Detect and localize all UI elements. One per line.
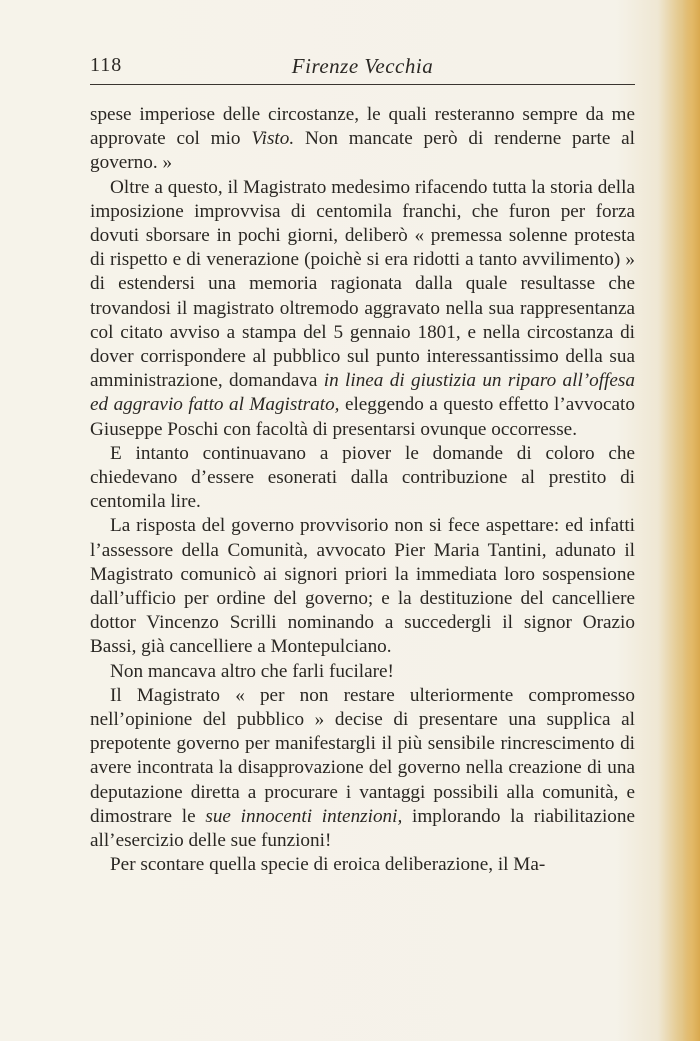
text-run: Per scontare quella specie di eroica deliberazione, il Ma- bbox=[110, 854, 546, 876]
text-run: Oltre a questo, il Magistrato medesimo rifacendo tutta la storia della imposizione improvvisa di centomila franchi, che furon per forza dovuti sborsare in pochi giorni, deliberò « premessa solenne protesta di rispetto e di venerazione (poichè si era ridotti a tanto avvilimento) » di estendersi una memoria ragionata dalla quale resultasse che trovandosi il magistrato oltremodo aggravato nella sua rappresentanza col citato avviso a stampa del 5 gennaio 1801, e nella circostanza di dover corrispondere al pubblico sul punto interessantissimo della sua amministrazione, domandava bbox=[90, 176, 635, 392]
text-run: Non mancate però di renderne parte al governo. » bbox=[90, 128, 636, 174]
text-run: spese imperiose delle circostanze, le quali resteranno sempre da me approvate col mio bbox=[90, 104, 635, 150]
page-number: 118 bbox=[90, 54, 123, 76]
body-text bbox=[90, 103, 635, 878]
italic-text-run: Visto. bbox=[251, 128, 295, 150]
text-run: E intanto continuavano a piover le domande di coloro che chiedevano d’essere esonerati dalla contribuzione al prestito di centomila lire. bbox=[90, 442, 635, 513]
running-header bbox=[90, 50, 635, 85]
paragraph bbox=[90, 660, 635, 684]
paragraph bbox=[90, 103, 635, 176]
paragraph bbox=[90, 684, 635, 853]
text-run: Il Magistrato « per non restare ulteriormente compromesso nell’opinione del pubblico » decise di presentare una supplica al prepotente governo per manifestargli il più sensibile rincrescimento di avere incontrata la disapprovazione del governo nella creazione di una deputazione diretta a procurare i vantaggi possibili alla comunità, e dimostrare le bbox=[90, 684, 635, 827]
text-run: Non mancava altro che farli fucilare! bbox=[110, 660, 394, 682]
italic-text-run: in linea di giustizia un riparo all’offesa ed aggravio fatto al Magistrato, bbox=[90, 370, 635, 416]
text-run: eleggendo a questo effetto l’avvocato Giuseppe Poschi con facoltà di presentarsi ovunque occorresse. bbox=[90, 394, 635, 440]
italic-text-run: sue innocenti intenzioni, bbox=[205, 805, 403, 827]
page-edge-shadow bbox=[682, 0, 700, 1041]
text-run: La risposta del governo provvisorio non si fece aspettare: ed infatti l’assessore della Comunità, avvocato Pier Maria Tantini, adunato il Magistrato comunicò ai signori priori la immediata loro sospensione dall’ufficio per ordine del governo; e la destituzione del cancelliere dottor Vincenzo Scrilli nominando a succedergli il signor Orazio Bassi, già cancelliere a Montepulciano. bbox=[90, 515, 635, 658]
text-run: implorando la riabilitazione all’esercizio delle sue funzioni! bbox=[90, 805, 635, 852]
running-title: Firenze Vecchia bbox=[291, 54, 434, 78]
paragraph bbox=[90, 176, 635, 442]
paragraph bbox=[90, 853, 635, 877]
paragraph bbox=[90, 442, 635, 515]
paragraph bbox=[90, 514, 635, 659]
